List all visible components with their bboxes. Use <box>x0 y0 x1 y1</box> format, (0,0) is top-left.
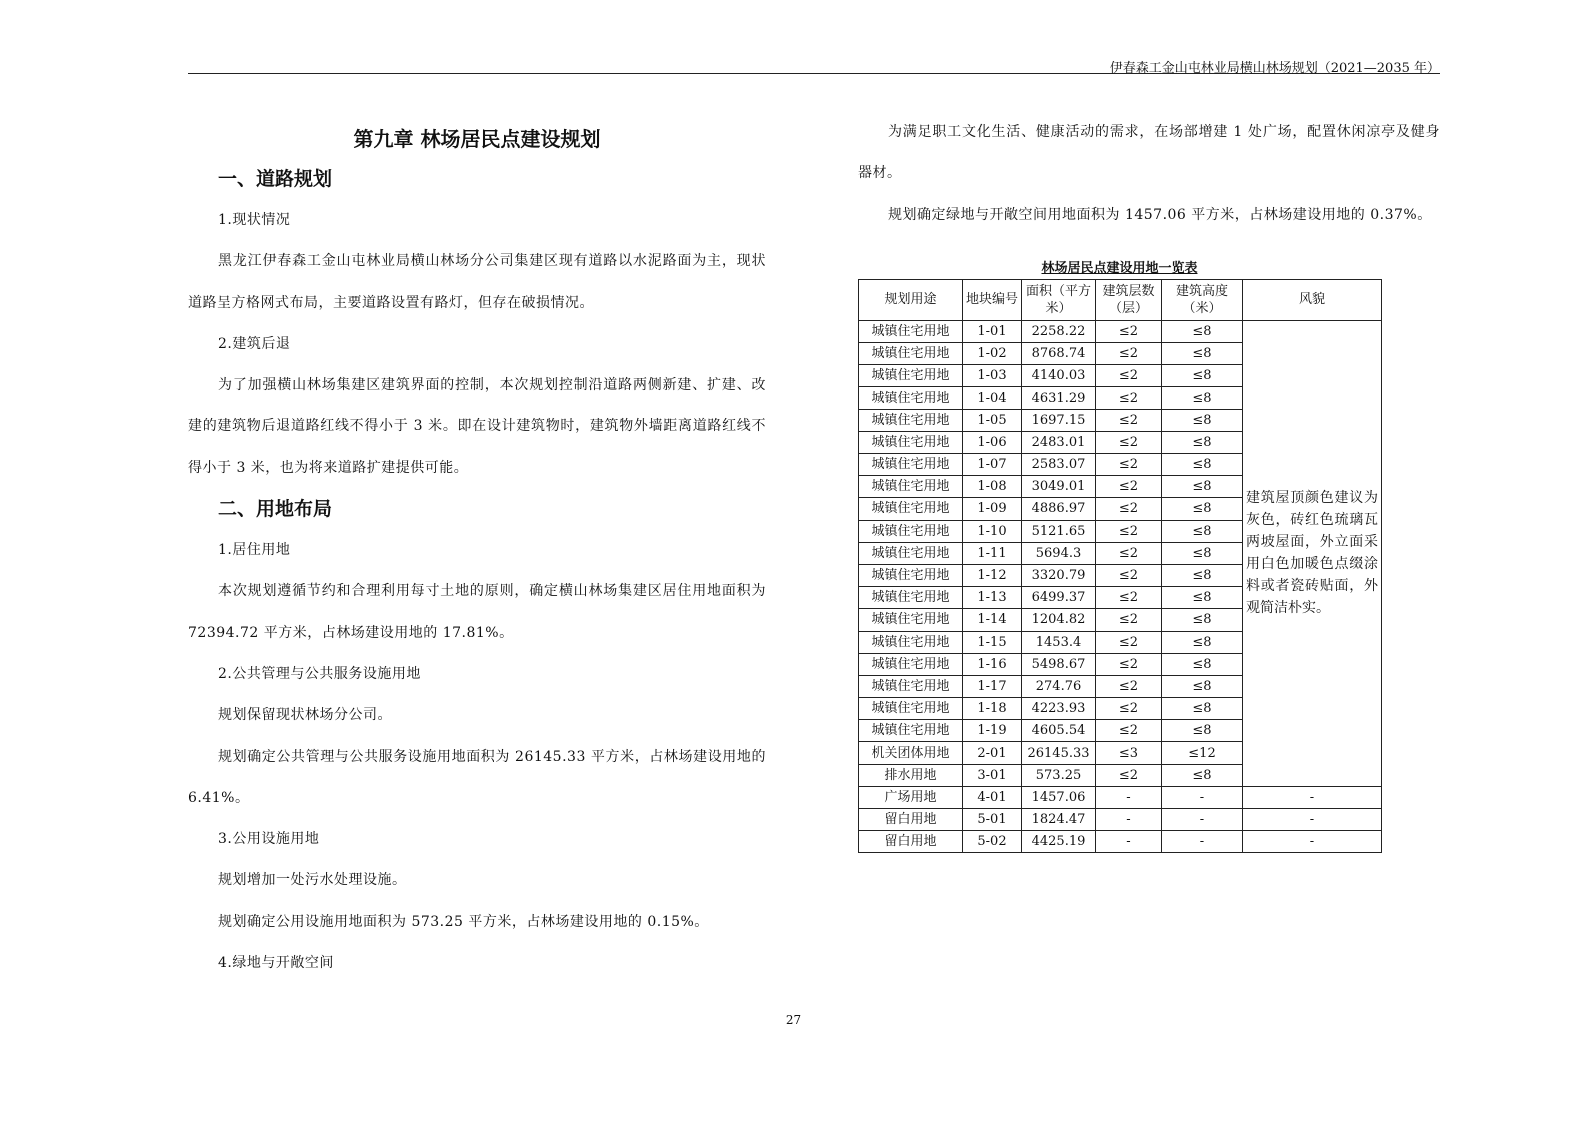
table-cell: ≤8 <box>1162 631 1243 653</box>
paragraph-building-setback: 为了加强横山林场集建区建筑界面的控制，本次规划控制沿道路两侧新建、扩建、改建的建筑物后退道路红线不得小于 3 米。即在设计建筑物时，建筑物外墙距离道路红线不得小于 3 米，也为将来道路扩建提供可能。 <box>188 377 766 476</box>
table-cell: 1453.4 <box>1022 631 1096 653</box>
table-cell: 573.25 <box>1022 764 1096 786</box>
table-cell: 6499.37 <box>1022 587 1096 609</box>
table-cell: ≤8 <box>1162 609 1243 631</box>
subheading-public-services: 2.公共管理与公共服务设施用地 <box>218 665 421 682</box>
table-cell: 1-11 <box>963 542 1022 564</box>
subheading-green-space: 4.绿地与开敞空间 <box>218 955 334 972</box>
table-cell: 2258.22 <box>1022 320 1096 342</box>
table-cell: ≤2 <box>1096 476 1162 498</box>
table-cell: ≤2 <box>1096 653 1162 675</box>
table-cell: 4631.29 <box>1022 387 1096 409</box>
table-cell: 4886.97 <box>1022 498 1096 520</box>
table-cell: ≤8 <box>1162 343 1243 365</box>
paragraph-plaza: 为满足职工文化生活、健康活动的需求，在场部增建 1 处广场，配置休闲凉亭及健身器材。 <box>858 124 1440 182</box>
table-cell: 1-10 <box>963 520 1022 542</box>
table-cell: 留白用地 <box>859 831 963 853</box>
table-cell: 5121.65 <box>1022 520 1096 542</box>
table-cell: ≤3 <box>1096 742 1162 764</box>
header-rule <box>188 73 1440 74</box>
table-row <box>859 831 1382 853</box>
table-cell: 城镇住宅用地 <box>859 454 963 476</box>
page-number: 27 <box>785 1013 802 1027</box>
table-cell: ≤2 <box>1096 498 1162 520</box>
paragraph-residential: 本次规划遵循节约和合理利用每寸土地的原则，确定横山林场集建区居住用地面积为 72394.72 平方米，占林场建设用地的 17.81%。 <box>188 583 766 641</box>
table-cell: ≤2 <box>1096 698 1162 720</box>
table-cell: 1-17 <box>963 675 1022 697</box>
table-cell: 1824.47 <box>1022 809 1096 831</box>
table-cell: 1-16 <box>963 653 1022 675</box>
table-cell: - <box>1162 831 1243 853</box>
left-column <box>188 115 766 984</box>
table-cell: 1-12 <box>963 564 1022 586</box>
table-cell: 4140.03 <box>1022 365 1096 387</box>
subheading-residential: 1.居住用地 <box>218 542 291 559</box>
table-cell: 城镇住宅用地 <box>859 387 963 409</box>
table-cell: 1-03 <box>963 365 1022 387</box>
right-column <box>858 112 1440 853</box>
table-cell: 1-05 <box>963 409 1022 431</box>
table-cell: ≤2 <box>1096 409 1162 431</box>
running-header: 伊春森工金山屯林业局横山林场规划（2021—2035 年） <box>1109 61 1440 76</box>
table-cell: ≤8 <box>1162 653 1243 675</box>
table-cell: 4425.19 <box>1022 831 1096 853</box>
table-cell: 城镇住宅用地 <box>859 365 963 387</box>
table-cell: 4-01 <box>963 786 1022 808</box>
table-cell: ≤8 <box>1162 564 1243 586</box>
table-cell: - <box>1162 809 1243 831</box>
table-cell: 城镇住宅用地 <box>859 476 963 498</box>
table-cell: ≤8 <box>1162 387 1243 409</box>
table-cell: 城镇住宅用地 <box>859 609 963 631</box>
table-cell: 1-09 <box>963 498 1022 520</box>
table-cell: 1-04 <box>963 387 1022 409</box>
table-cell: ≤2 <box>1096 764 1162 786</box>
table-cell: - <box>1096 831 1162 853</box>
table-title: 林场居民点建设用地一览表 <box>1041 260 1198 276</box>
table-cell: 城镇住宅用地 <box>859 720 963 742</box>
table-cell: ≤8 <box>1162 720 1243 742</box>
table-cell: ≤8 <box>1162 365 1243 387</box>
subheading-current-status: 1.现状情况 <box>218 212 291 228</box>
table-cell: ≤2 <box>1096 454 1162 476</box>
table-row <box>859 320 1382 342</box>
table-cell: 城镇住宅用地 <box>859 587 963 609</box>
table-cell: ≤2 <box>1096 343 1162 365</box>
table-cell: ≤2 <box>1096 387 1162 409</box>
table-cell: 机关团体用地 <box>859 742 963 764</box>
table-cell: ≤8 <box>1162 320 1243 342</box>
table-cell: 城镇住宅用地 <box>859 320 963 342</box>
paragraph-utilities-1: 规划增加一处污水处理设施。 <box>218 872 407 889</box>
table-cell: 1-08 <box>963 476 1022 498</box>
table-cell: 1457.06 <box>1022 786 1096 808</box>
table-cell: ≤2 <box>1096 675 1162 697</box>
header-cell: 规划用途 <box>859 279 963 320</box>
table-cell: ≤8 <box>1162 587 1243 609</box>
table-cell: ≤2 <box>1096 609 1162 631</box>
paragraph-public-services-1: 规划保留现状林场分公司。 <box>218 707 392 724</box>
table-cell: 1-06 <box>963 431 1022 453</box>
table-cell: ≤2 <box>1096 631 1162 653</box>
table-cell: 城镇住宅用地 <box>859 564 963 586</box>
table-cell: - <box>1162 786 1243 808</box>
table-cell: 1-18 <box>963 698 1022 720</box>
table-cell: 5498.67 <box>1022 653 1096 675</box>
paragraph-green-area: 规划确定绿地与开敞空间用地面积为 1457.06 平方米，占林场建设用地的 0.37%。 <box>888 206 1432 223</box>
table-cell: 留白用地 <box>859 809 963 831</box>
subheading-utilities: 3.公用设施用地 <box>218 831 320 848</box>
table-cell: 1-19 <box>963 720 1022 742</box>
table-cell: ≤8 <box>1162 476 1243 498</box>
header-cell: 面积（平方米） <box>1022 279 1096 320</box>
subheading-building-setback: 2.建筑后退 <box>218 335 291 352</box>
section-title-roads: 一、道路规划 <box>218 168 333 190</box>
table-cell: 城镇住宅用地 <box>859 520 963 542</box>
table-cell: 城镇住宅用地 <box>859 653 963 675</box>
paragraph-utilities-2: 规划确定公用设施用地面积为 573.25 平方米，占林场建设用地的 0.15%。 <box>218 913 709 930</box>
table-cell: ≤8 <box>1162 764 1243 786</box>
table-cell: ≤2 <box>1096 431 1162 453</box>
table-cell: 1204.82 <box>1022 609 1096 631</box>
table-cell: 4223.93 <box>1022 698 1096 720</box>
table-cell: ≤2 <box>1096 365 1162 387</box>
table-cell: ≤8 <box>1162 454 1243 476</box>
table-cell: 2583.07 <box>1022 454 1096 476</box>
table-cell: ≤2 <box>1096 520 1162 542</box>
table-cell: ≤8 <box>1162 520 1243 542</box>
table-cell: ≤8 <box>1162 698 1243 720</box>
table-cell: 城镇住宅用地 <box>859 431 963 453</box>
table-cell: 城镇住宅用地 <box>859 542 963 564</box>
table-cell: - <box>1096 786 1162 808</box>
table-cell: 城镇住宅用地 <box>859 698 963 720</box>
table-cell: 广场用地 <box>859 786 963 808</box>
table-cell: 5-02 <box>963 831 1022 853</box>
header-cell: 地块编号 <box>963 279 1022 320</box>
land-use-table <box>858 279 1382 854</box>
table-cell: - <box>1243 809 1382 831</box>
table-cell: ≤12 <box>1162 742 1243 764</box>
table-row <box>859 786 1382 808</box>
table-cell: 5-01 <box>963 809 1022 831</box>
paragraph-public-services-2: 规划确定公共管理与公共服务设施用地面积为 26145.33 平方米，占林场建设用地的 6.41%。 <box>188 748 766 806</box>
table-cell: 城镇住宅用地 <box>859 343 963 365</box>
table-cell: 3-01 <box>963 764 1022 786</box>
chapter-title: 第九章 林场居民点建设规划 <box>353 127 601 151</box>
table-cell: 城镇住宅用地 <box>859 631 963 653</box>
table-cell: ≤2 <box>1096 587 1162 609</box>
table-cell: - <box>1243 831 1382 853</box>
table-cell: ≤8 <box>1162 409 1243 431</box>
header-cell: 建筑层数（层） <box>1096 279 1162 320</box>
table-header-row <box>859 279 1382 320</box>
table-cell: ≤2 <box>1096 320 1162 342</box>
table-cell: 3320.79 <box>1022 564 1096 586</box>
table-cell: 1-14 <box>963 609 1022 631</box>
table-cell: 1-13 <box>963 587 1022 609</box>
table-cell: 城镇住宅用地 <box>859 409 963 431</box>
table-cell: ≤2 <box>1096 564 1162 586</box>
style-note-cell: 建筑屋顶颜色建议为灰色，砖红色琉璃瓦两坡屋面，外立面采用白色加暖色点缀涂料或者瓷砖贴面，外观简洁朴实。 <box>1243 320 1382 786</box>
table-cell: 城镇住宅用地 <box>859 498 963 520</box>
table-cell: 274.76 <box>1022 675 1096 697</box>
table-cell: ≤8 <box>1162 675 1243 697</box>
table-cell: 1697.15 <box>1022 409 1096 431</box>
table-cell: 1-15 <box>963 631 1022 653</box>
paragraph-roads-status: 黑龙江伊春森工金山屯林业局横山林场分公司集建区现有道路以水泥路面为主，现状道路呈方格网式布局，主要道路设置有路灯，但存在破损情况。 <box>188 253 766 311</box>
section-title-land-layout: 二、用地布局 <box>218 498 333 521</box>
table-cell: 5694.3 <box>1022 542 1096 564</box>
table-cell: ≤8 <box>1162 431 1243 453</box>
table-row <box>859 809 1382 831</box>
table-cell: ≤2 <box>1096 542 1162 564</box>
table-cell: 4605.54 <box>1022 720 1096 742</box>
table-cell: 3049.01 <box>1022 476 1096 498</box>
table-cell: 26145.33 <box>1022 742 1096 764</box>
table-cell: 1-02 <box>963 343 1022 365</box>
table-cell: ≤8 <box>1162 542 1243 564</box>
header-cell: 风貌 <box>1243 279 1382 320</box>
header-cell: 建筑高度（米） <box>1162 279 1243 320</box>
table-cell: - <box>1243 786 1382 808</box>
table-cell: 1-01 <box>963 320 1022 342</box>
table-cell: 城镇住宅用地 <box>859 675 963 697</box>
table-cell: 2-01 <box>963 742 1022 764</box>
table-cell: 排水用地 <box>859 764 963 786</box>
table-cell: - <box>1096 809 1162 831</box>
table-cell: ≤8 <box>1162 498 1243 520</box>
table-cell: ≤2 <box>1096 720 1162 742</box>
table-cell: 1-07 <box>963 454 1022 476</box>
table-cell: 2483.01 <box>1022 431 1096 453</box>
table-cell: 8768.74 <box>1022 343 1096 365</box>
